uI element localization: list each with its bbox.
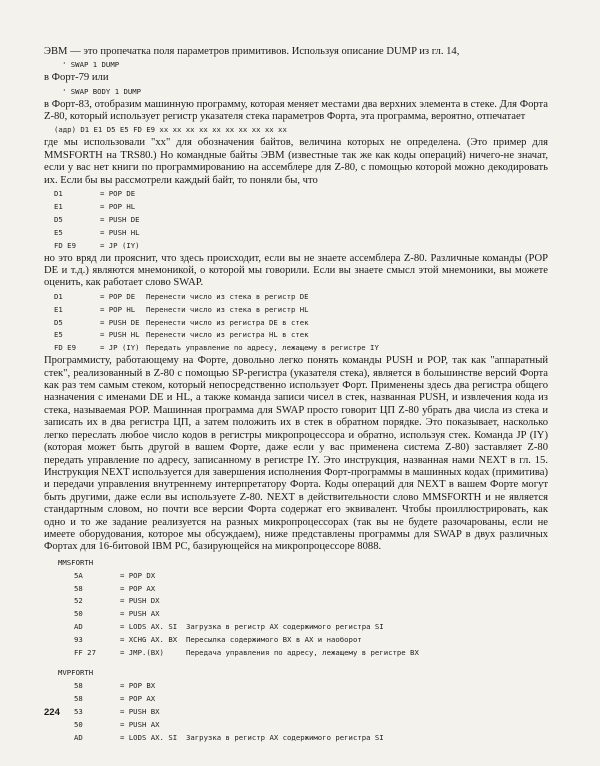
code-line: 93 = XCHG AX. BX Пересылка содержимого BX в AX и наоборот bbox=[74, 635, 362, 645]
paragraph-mnemonics: но это вряд ли прояснит, что здесь происходит, если вы не знаете ассемблера Z-80. Различные команды (POP DE и т.д.) являются мнемоникой, о которой мы говорили. Если вы знаете смысл этой мнемоники, вы можете оценить, как работает слово SWAP. bbox=[44, 252, 548, 289]
code-line: FD E9 = JP (IY) bbox=[54, 240, 140, 250]
code-line: FF 27 = JMP.(BX) Передача управления по адресу, лежащему в регистре BX bbox=[74, 648, 419, 658]
code-mvpforth-list bbox=[44, 680, 548, 744]
code-line: 52 = PUSH DX bbox=[74, 596, 160, 606]
code-line: D1 = POP DE bbox=[54, 188, 136, 198]
page-number: 224 bbox=[44, 707, 60, 718]
code-line: D5 = PUSH DE bbox=[54, 214, 140, 224]
code-line: 5A = POP DX bbox=[74, 570, 156, 580]
code-line: 50 = PUSH AX bbox=[74, 609, 160, 619]
label-mmsforth: MMSFORTH bbox=[58, 557, 94, 567]
code-line: E5 = PUSH HL Перенести число из регистра HL в стек bbox=[54, 330, 309, 340]
code-line: 58 = POP BX bbox=[74, 680, 156, 690]
code-line: 50 = PUSH AX bbox=[74, 719, 160, 729]
paragraph-intro: ЭВМ — это пропечатка поля параметров примитивов. Используя описание DUMP из гл. 14, bbox=[44, 46, 460, 57]
code-dump-forth83: ' SWAP BODY 1 DUMP bbox=[62, 86, 142, 96]
code-line: 58 = POP AX bbox=[74, 693, 156, 703]
code-decode-list bbox=[44, 188, 548, 252]
code-line: E1 = POP HL Перенести число из стека в регистр HL bbox=[54, 304, 309, 314]
code-line: AD = LODS AX. SI Загрузка в регистр AX содержимого регистра SI bbox=[74, 732, 384, 742]
paragraph-forth79: в Форт-79 или bbox=[44, 72, 109, 84]
paragraph-undefined-bytes: где мы использовали "xx" для обозначения байтов, величина которых не определена. (Это пример для MMSFORTH на TRS80.) Но командные байты ЭВМ (известные так же как коды операций) ничего-не значат, если у вас нет книги по программированию на ассемблере для Z-80, с помощью которой можно декодировать их. Если бы вы рассмотрели каждый байт, то поняли бы, что bbox=[44, 137, 548, 186]
code-dump-forth79: ' SWAP 1 DUMP bbox=[62, 60, 120, 70]
paragraph-explanation: Программисту, работающему на Форте, довольно легко понять команды PUSH и POP, так как "аппаратный стек", реализованный в Z-80 с помощью SP-регистра (указателя стека), является в большинстве версий Форта как раз тем самым стеком, который непосредственно использует Форт. Применены здесь два регистра общего назначения с именами DE и HL, а также команда записи чисел в стек, названная PUSH, и извлечения кода из стека, называемая POP. Машинная программа для SWAP просто говорит ЦП Z-80 убрать два числа из стека и записать их в два регистра ЦП, а затем положить их в стек в обратном порядке. Это показывает, насколько легко переслать любое число кодов в регистры микропроцессора и обратно, используя стек. Команда JP (IY) (которая может быть другой в вашем Форте, даже если у вас применена система Z-80) заставляет Z-80 передать управление по адресу, записанному в регистре IY. Это инструкция, названная нами NEXT в гл. 15. Инструкция NEXT используется для завершения исполнения Форт-программы в машинных кодах (примитива) и передачи управления внутреннему интерпретатору Форта. Коды операций для NEXT в вашем Форте могут быть другими, даже если вы используете Z-80. NEXT в действительности слово MMSFORTH и не является стандартным словом, но почти все версии Форта содержат его эквивалент. Чтобы проиллюстрировать, как одно и то же задание реализуется на разных микропроцессорах (так вы не будете разочарованы, если не имеете оборудования, которое мы обсуждаем), ниже представлены программы для SWAP в двух различных Фортах для 16-битовой IBM PC, базирующейся на микропроцессоре 8088. bbox=[44, 355, 548, 553]
code-line: D1 = POP DE Перенести число из стека в регистр DE bbox=[54, 291, 309, 301]
code-commented-list bbox=[44, 291, 548, 355]
code-line: E5 = PUSH HL bbox=[54, 227, 140, 237]
code-line: 53 = PUSH BX bbox=[74, 706, 160, 716]
label-mvpforth: MVPFORTH bbox=[58, 668, 94, 677]
code-line: E1 = POP HL bbox=[54, 201, 136, 211]
code-line: D5 = PUSH DE Перенести число из регистра DE в стек bbox=[54, 317, 309, 327]
code-line: 58 = POP AX bbox=[74, 583, 156, 593]
code-line: FD E9 = JP (IY) Передать управление по адресу, лежащему в регистре IY bbox=[54, 343, 379, 353]
code-mmsforth-list bbox=[44, 570, 548, 659]
code-dump-output: (адр) D1 E1 D5 E5 FD E9 xx xx xx xx xx xx xx xx xx xx bbox=[54, 125, 287, 135]
code-line: AD = LODS AX. SI Загрузка в регистр AX содержимого регистра SI bbox=[74, 622, 384, 632]
paragraph-forth83: в Форт-83, отобразим машинную программу, которая меняет местами два верхних элемента в стеке. Для Форта Z-80, который использует регистр указателя стека параметров Форта, эта программа, вероятно, отпечатает bbox=[44, 98, 548, 123]
